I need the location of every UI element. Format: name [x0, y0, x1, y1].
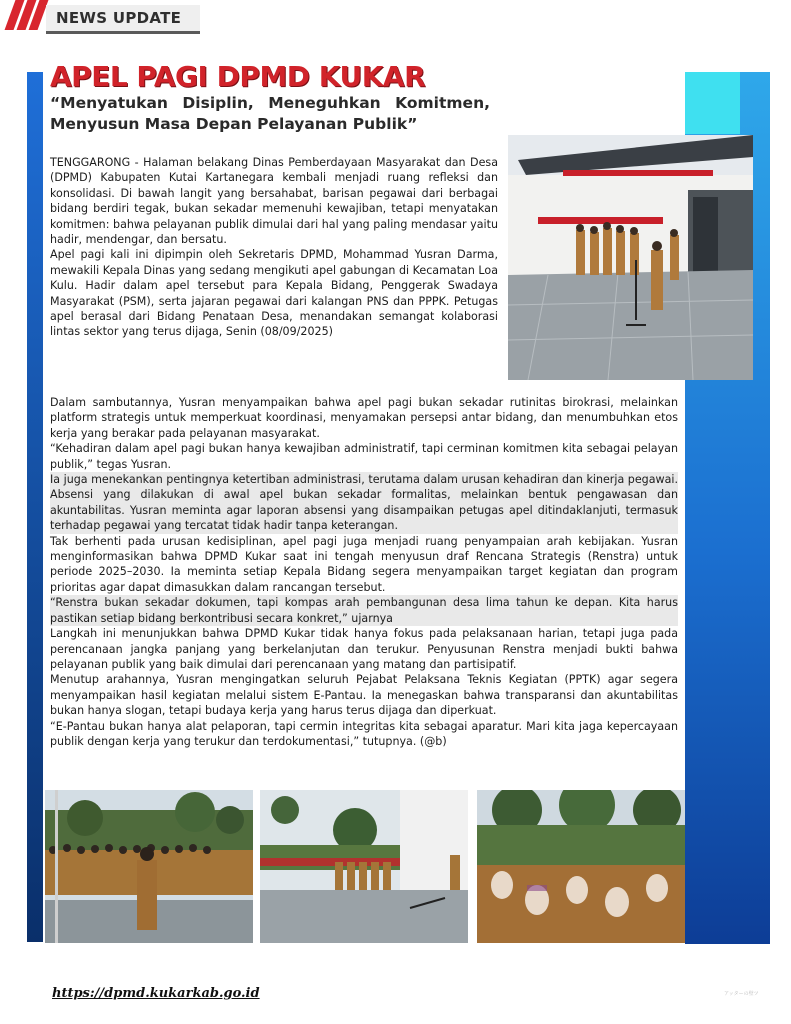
paragraph: Ia juga menekankan pentingnya ketertiban administrasi, terutama dalam urusan kehadiran dan kinerja pegawai. Absensi yang dilakukan di awal apel bukan sekadar formalitas, melainkan bentuk pengawasan dan akuntabilitas. Yusran meminta agar laporan absensi yang disampaikan petugas apel ditindaklanjuti, termasuk terhadap pegawai yang tercatat tidak hadir tanpa keterangan.: [50, 473, 678, 533]
main-photo-ceremony: [508, 135, 753, 380]
article-title: APEL PAGI DPMD KUKAR: [50, 60, 426, 93]
intro-column: [50, 155, 498, 340]
footer-url-link[interactable]: https://dpmd.kukarkab.go.id: [52, 986, 260, 1001]
badge-label: NEWS UPDATE: [56, 9, 182, 27]
photo-staff-closeup: [477, 790, 685, 943]
paragraph: Apel pagi kali ini dipimpin oleh Sekretaris DPMD, Mohammad Yusran Darma, mewakili Kepala Dinas yang sedang mengikuti apel gabungan di Kecamatan Loa Kulu. Hadir dalam apel tersebut para Kepala Bidang, Penggerak Swadaya Masyarakat (PSM), serta jajaran pegawai dari kalangan PNS dan PPPK. Petugas apel berasal dari Bidang Penataan Desa, menandakan semangat kolaborasi lintas sektor yang terus dijaga, Senin (08/09/2025): [50, 248, 498, 339]
photo-assembly-wide: [260, 790, 468, 943]
left-accent-bar: [27, 72, 43, 942]
photo-leader-speaking: [45, 790, 253, 943]
paragraph: “Renstra bukan sekadar dokumen, tapi kompas arah pembangunan desa lima tahun ke depan. Kita harus pastikan setiap bidang berkontribusi secara konkret,” ujarnya: [50, 596, 678, 625]
paragraph: “E-Pantau bukan hanya alat pelaporan, tapi cermin integritas kita sebagai aparatur. Mari kita jaga kepercayaan publik dengan kerja yang terukur dan terdokumentasi,” tutupnya. (@b): [50, 719, 678, 748]
article-body: [50, 395, 678, 749]
paragraph: Langkah ini menunjukkan bahwa DPMD Kukar tidak hanya fokus pada pelaksanaan harian, tetapi juga pada perencanaan jangka panjang yang berkelanjutan dan terukur. Penyusunan Renstra menjadi bukti bahwa pelayanan publik yang baik dimulai dari perencanaan yang matang dan partisipatif.: [50, 627, 678, 671]
paragraph: TENGGARONG - Halaman belakang Dinas Pemberdayaan Masyarakat dan Desa (DPMD) Kabupaten Kutai Kartanegara kembali menjadi ruang refleksi dan konsolidasi. Di bawah langit yang bersahabat, barisan pegawai dari berbagai bidang berdiri tegak, bukan sekadar memenuhi kewajiban, tetapi menyatakan komitmen: bahwa pelayanan publik dimulai dari hal yang paling mendasar yaitu hadir, mendengar, dan bersatu.: [50, 156, 498, 247]
paragraph: “Kehadiran dalam apel pagi bukan hanya kewajiban administratif, tapi cerminan komitmen kita sebagai pelayan publik,” tegas Yusran.: [50, 442, 678, 471]
paragraph: Tak berhenti pada urusan kedisiplinan, apel pagi juga menjadi ruang penyampaian arah kebijakan. Yusran menginformasikan bahwa DPMD Kukar saat ini tengah menyusun draf Rencana Strategis (Renstra) untuk periode 2025–2030. Ia meminta setiap Kepala Bidang segera menyampaikan target kegiatan dan program prioritas agar dapat dimasukkan dalam rancangan tersebut.: [50, 534, 678, 594]
paragraph: Menutup arahannya, Yusran mengingatkan seluruh Pejabat Pelaksana Teknis Kegiatan (PPTK) agar segera menyampaikan hasil kegiatan melalui sistem E-Pantau. Ia menegaskan bahwa transparansi dan akuntabilitas bukan hanya slogan, tetapi budaya kerja yang harus terus dijaga dan diperkuat.: [50, 673, 678, 718]
cyan-accent-patch: [685, 72, 740, 134]
article-subtitle: “Menyatukan Disiplin, Meneguhkan Komitmen, Menyusun Masa Depan Pelayanan Publik”: [50, 94, 490, 133]
paragraph: Dalam sambutannya, Yusran menyampaikan bahwa apel pagi bukan sekadar rutinitas birokrasi, melainkan platform strategis untuk memperkuat koordinasi, menyamakan persepsi antar bidang, dan menumbuhkan etos kerja yang berakar pada pelayanan masyarakat.: [50, 396, 678, 440]
news-update-badge: [46, 5, 200, 34]
footer-watermark-text: アッターの壁ツ: [724, 991, 759, 997]
